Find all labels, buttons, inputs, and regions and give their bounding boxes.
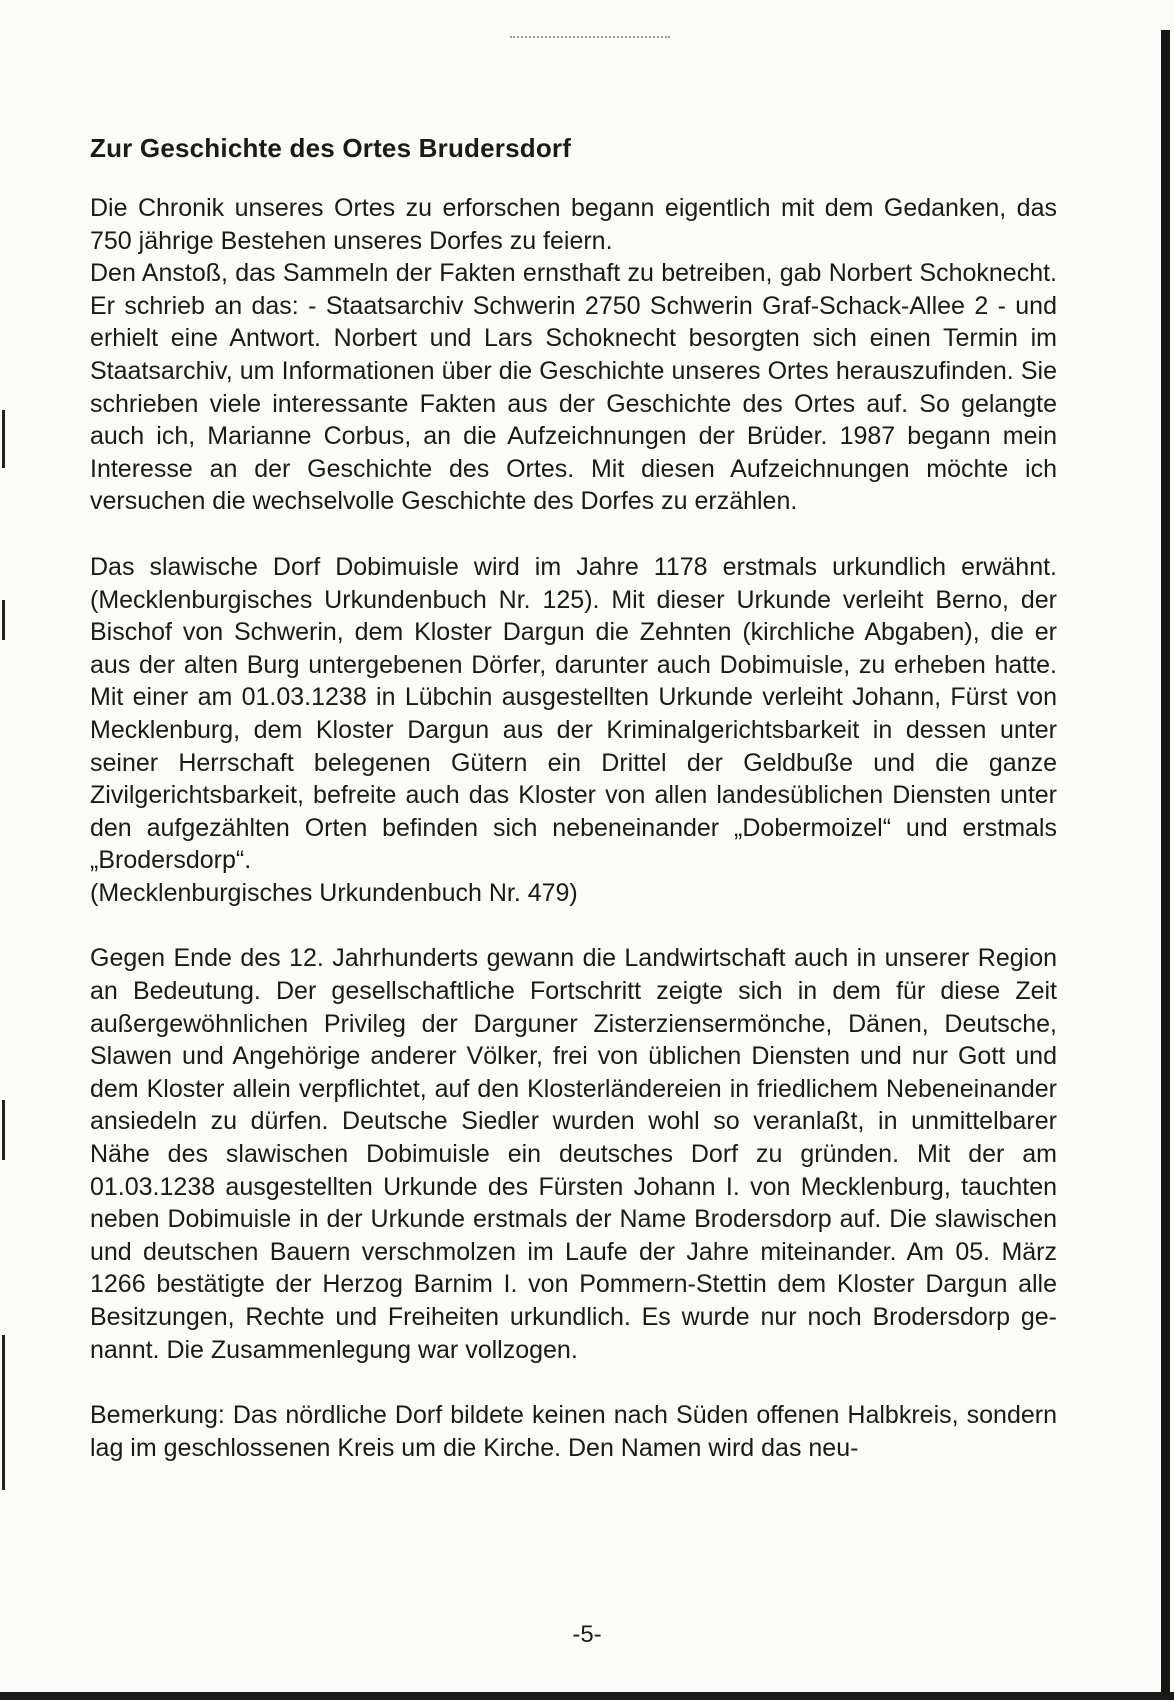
margin-mark bbox=[2, 1100, 5, 1160]
paragraph-intro: Die Chronik unseres Ortes zu erforschen begann eigentlich mit dem Gedanken, das 750 jährige Bestehen unseres Dorfes zu feiern. Den Anstoß, das Sammeln der Fakten ernsthaft zu betreiben, gab Norbert Schoknecht. Er schrieb an das: - Staatsarchiv Schwerin 2750 Schwerin Graf-Schack-Allee 2 - und erhielt eine Antwort. Norbert und Lars Schoknecht besorgten sich einen Termin im Staatsarchiv, um Informationen über die Geschichte unseres Ortes herauszufinden. Sie schrieben viele interessante Fakten aus der Geschichte des Ortes auf. So gelangte auch ich, Marianne Corbus, an die Aufzeichnungen der Brüder. 1987 begann mein Interesse an der Geschichte des Ortes. Mit diesen Aufzeichnungen möchte ich versuchen die wechselvolle Geschichte des Dorfes zu erzählen. bbox=[90, 194, 1057, 516]
paragraph-dobimuisle: Das slawische Dorf Dobimuisle wird im Jahre 1178 erstmals urkundlich erwähnt. (Mecklenburgisches Urkundenbuch Nr. 125). Mit dieser Urkunde verleiht Berno, der Bischof von Schwerin, dem Kloster Dargun die Zehnten (kirchliche Abgaben), die er aus der alten Burg untergebenen Dörfer, darunter auch Dobimuisle, zu erheben hatte. Mit einer am 01.03.1238 in Lübchin ausgestellten Urkunde verleiht Johann, Fürst von Mecklenburg, dem Kloster Dargun aus der Kriminalgerichtsbarkeit in dessen unter seiner Herrschaft belegenen Gütern ein Drittel der Geldbuße und die ganze Zivilgerichtsbarkeit, befreite auch das Kloster von allen landesüblichen Diensten unter den aufgezählten Orten befinden sich nebeneinander „Dobermoizel“ und erstmals „Brodersdorp“. (Mecklenburgisches Urkundenbuch Nr. 479) bbox=[90, 552, 1057, 907]
margin-mark bbox=[2, 1335, 5, 1490]
scan-specks bbox=[510, 36, 670, 40]
paragraph-bemerkung: Bemerkung: Das nördliche Dorf bildete keinen nach Süden offenen Halbkreis, sondern lag im geschlossenen Kreis um die Kirche. Den Namen wird das neu- bbox=[90, 1401, 1057, 1462]
scan-edge-bottom bbox=[0, 1692, 1174, 1700]
margin-mark bbox=[2, 410, 5, 468]
document-body bbox=[90, 128, 1057, 1497]
document-title: Zur Geschichte des Ortes Brudersdorf bbox=[90, 133, 572, 163]
paragraph-landwirtschaft: Gegen Ende des 12. Jahrhunderts gewann die Landwirtschaft auch in unserer Region an Bedeutung. Der gesellschaftliche Fortschritt zeigte sich in dem für diese Zeit außergewöhnlichen Privileg der Darguner Zisterziensermönche, Dänen, Deutsche, Slawen und Angehörige anderer Völker, frei von üblichen Diensten und nur Gott und dem Kloster allein verpflichtet, auf den Klosterländereien in friedlichem Nebeneinander ansiedeln zu dürfen. Deutsche Siedler wurden wohl so veranlaßt, in unmittelbarer Nähe des slawischen Dobimuisle ein deutsches Dorf zu gründen. Mit der am 01.03.1238 ausgestellten Urkunde des Fürsten Johann I. von Mecklenburg, tauchten neben Dobimuisle in der Urkunde erstmals der Name Brodersdorp auf. Die slawischen und deutschen Bauern verschmolzen im Laufe der Jahre miteinander. Am 05. März 1266 bestätigte der Herzog Barnim I. von Pommern-Stettin dem Kloster Dargun alle Besitzungen, Rechte und Freiheiten urkundlich. Es wurde nur noch Brodersdorp genannt. Die Zusammenlegung war vollzogen. bbox=[90, 944, 1057, 1364]
margin-mark bbox=[2, 600, 5, 640]
scan-edge-right bbox=[1161, 30, 1170, 1700]
page-number: -5- bbox=[572, 1621, 602, 1648]
